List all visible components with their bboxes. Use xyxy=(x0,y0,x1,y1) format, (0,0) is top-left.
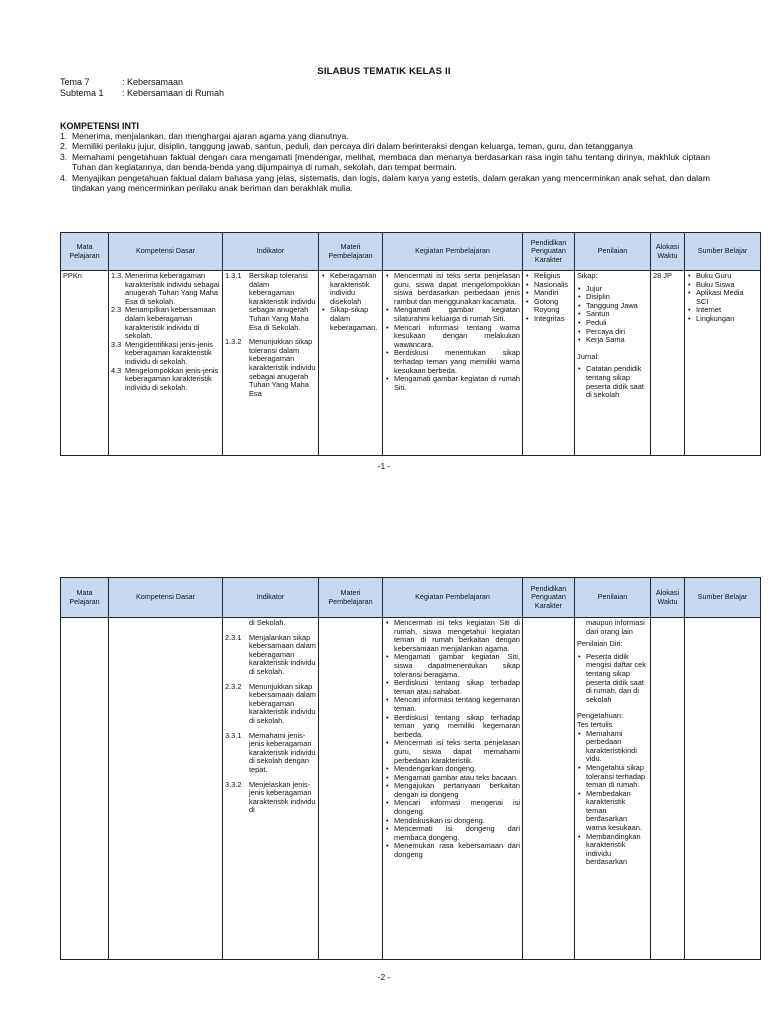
list-item: • Membedakan karakteristik teman berdasarkan warna kesukaan. xyxy=(577,790,648,833)
header-mapel: Mata Pelajaran xyxy=(61,578,109,618)
table-row xyxy=(61,271,761,456)
indikator-text: Menunjukkan sikap toleransi dalam keberagaman karakteristik individu sebagai anugerah Tuhan Yang Maha Esa xyxy=(249,337,316,398)
cell-mapel xyxy=(61,618,109,960)
indikator-text: Memahami jenis-jenis keberagaman karakteristik individu di sekolah dengan tepat. xyxy=(249,730,316,774)
cell-sumber xyxy=(685,271,761,456)
header-kegiatan: Kegiatan Pembelajaran xyxy=(383,578,523,618)
cell-materi xyxy=(319,271,383,456)
cell-karakter xyxy=(523,271,575,456)
cell-alokasi xyxy=(651,618,685,960)
list-item: • Peduli xyxy=(577,319,648,328)
list-item: • Aplikasi Media SCI xyxy=(687,289,758,306)
header-penilaian: Penilaian xyxy=(575,233,651,271)
silabus-table-page-1 xyxy=(60,232,761,456)
list-item: • Mengamati gambar kegiatan silaturahmi keluarga di rumah Siti. xyxy=(385,306,520,323)
ki-text: Memiliki perilaku jujur, disiplin, tanggung jawab, santun, peduli, dan percaya diri dalam berinteraksi dengan keluarga, teman, guru, dan tetangganya xyxy=(72,141,633,152)
cell-kompetensi-dasar xyxy=(109,618,223,960)
kd-num: 1.3. xyxy=(111,271,124,280)
indikator-num: 1.3.2 xyxy=(225,337,242,347)
page-number: -1 - xyxy=(377,461,391,471)
header-indikator: Indikator xyxy=(223,233,319,271)
list-item: • Mencermati isi teks kegiatan Siti di rumah, siswa mengetahui kegiatan teman di rumah berkaitan dengan kebersamaan menjalankan agama. xyxy=(385,619,520,653)
list-item: • Catatan pendidik tentang sikap peserta didik saat di sekolah xyxy=(577,365,648,399)
list-item: • Berdiskusi menentukan sikap terhadap teman yang memiliki warna kesukaan berbeda. xyxy=(385,349,520,375)
tes-label: Tes tertulis xyxy=(577,719,613,729)
indikator-num: 1.3.1 xyxy=(225,271,242,280)
list-item: • Mengajukan pertanyaan berkaitan dengan isi dongeng xyxy=(385,782,520,799)
list-item: • Disiplin xyxy=(577,293,648,302)
ki-num: 3. xyxy=(60,151,68,162)
cell-mapel: PPKn xyxy=(61,271,109,456)
header-sumber: Sumber Belajar xyxy=(685,233,761,271)
ki-num: 2. xyxy=(60,141,68,152)
ki-text: Menyajikan pengetahuan faktual dalam bahasa yang jelas, sistematis, dan logis, dalam karya yang estetis, dalam gerakan yang mencerminkan anak sehat, dan dalam tindakan yang mencerminkan perilaku anak beriman dan berakhlak mulia. xyxy=(72,172,710,194)
header-indikator: Indikator xyxy=(223,578,319,618)
list-item: • Mengamati gambar atau teks bacaan. xyxy=(385,774,520,783)
ki-list xyxy=(60,131,710,193)
penilaian-sikap-label: Sikap: xyxy=(577,271,598,280)
list-item: • Mendiskusikan isi dongeng. xyxy=(385,817,520,826)
kd-item xyxy=(111,306,220,340)
kd-text: Menampilkan kebersamaan dalam keberagaman karakteristik individu di sekolah. xyxy=(125,305,216,341)
cell-indikator xyxy=(223,618,319,960)
list-item: • Kerja Sama xyxy=(577,336,648,345)
page-2 xyxy=(0,500,768,1024)
indikator-num: 2.3.2 xyxy=(225,681,242,691)
list-item: • Buku Guru xyxy=(687,272,758,281)
cell-alokasi: 28 JP xyxy=(651,271,685,456)
cell-kompetensi-dasar xyxy=(109,271,223,456)
penilaian-diri-label: Penilaian Diri: xyxy=(577,639,623,649)
kd-text: Mengelompokkan jenis-jenis keberagaman karakteristik individu di sekolah. xyxy=(125,365,219,392)
list-item: • Integritas xyxy=(525,315,572,324)
meta-subtema xyxy=(60,88,224,98)
list-item: • Mendengarkan dongeng. xyxy=(385,765,520,774)
table-row xyxy=(61,618,761,960)
kd-num: 2.3 xyxy=(111,305,122,315)
penilaian-diri-list xyxy=(577,653,648,705)
header-penilaian: Penilaian xyxy=(575,578,651,618)
header-kegiatan: Kegiatan Pembelajaran xyxy=(383,233,523,271)
header-alokasi: Alokasi Waktu xyxy=(651,233,685,271)
ki-item xyxy=(60,131,710,141)
list-item: • Berdiskusi tentang sikap terhadap teman atau sahabat. xyxy=(385,679,520,696)
list-item: • Percaya diri xyxy=(577,328,648,337)
header-sumber: Sumber Belajar xyxy=(685,578,761,618)
indikator-text: Menjelaskan jenis-jenis keberagaman karakteristik individu di xyxy=(249,779,316,815)
list-item: • Mengetahui sikap toleransi terhadap teman di rumah. xyxy=(577,764,648,790)
page-1 xyxy=(0,0,768,500)
materi-list xyxy=(321,272,380,332)
kd-text: Mengidentifikasi jenis-jenis keberagaman karakteristik individu di sekolah. xyxy=(125,339,213,366)
list-item: • Religius xyxy=(525,272,572,281)
penilaian-jurnal-list xyxy=(577,365,648,399)
list-item: • Mengamati gambar kegiatan di rumah Siti. xyxy=(385,375,520,392)
list-item: • Mencari informasi mengenai isi dongeng. xyxy=(385,799,520,816)
list-item: • Mencari informasi tentang warna kesukaan dengan melakukan wawancara. xyxy=(385,324,520,350)
sumber-list xyxy=(687,272,758,324)
list-item: • Tanggung Jawa xyxy=(577,302,648,311)
penilaian-jurnal-label: Jurnal: xyxy=(577,351,600,361)
list-item: • Santun xyxy=(577,310,648,319)
indikator-item xyxy=(225,338,316,398)
cell-penilaian xyxy=(575,618,651,960)
ki-num: 1. xyxy=(60,131,68,141)
ki-text: Menerima, menjalankan, dan menghargai ajaran agama yang dianutnya. xyxy=(72,131,349,141)
list-item: • Sikap-sikap dalam keberagaman. xyxy=(321,306,380,332)
cell-karakter xyxy=(523,618,575,960)
penilaian-sikap-list xyxy=(577,285,648,345)
indikator-text: Menunjukkan sikap kebersamaan dalam keberagaman karakteristik individu di sekolah. xyxy=(249,681,316,725)
indikator-item xyxy=(225,732,316,775)
list-item: • Mencermati isi teks serta penjelasan guru, siswa dapat mengelompokkan siswa berdasarkan perbedaan jenis rambut dan menggunakan kacamata. xyxy=(385,272,520,306)
list-item: • Mencermati isi teks serta penjelasan guru, siswa dapat memahami perbedaan karakteristik. xyxy=(385,739,520,765)
penilaian-lead: maupun informasi dari orang lain xyxy=(586,618,645,636)
indikator-item xyxy=(225,781,316,815)
page-number: -2 - xyxy=(377,972,391,982)
header-karakter: Pendidikan Penguatan Karakter xyxy=(523,578,575,618)
karakter-list xyxy=(525,272,572,324)
cell-materi xyxy=(319,618,383,960)
table-header-row xyxy=(61,233,761,271)
list-item: • Mengamati gambar kegiatan Siti, siswa dapatmenentukan sikap toleransi beragama. xyxy=(385,653,520,679)
indikator-num: 2.3.1 xyxy=(225,632,242,642)
header-materi: Materi Pembelajaran xyxy=(319,578,383,618)
list-item: • Mandiri xyxy=(525,289,572,298)
indikator-text: Menjalankan sikap kebersamaan dalam keberagaman karakteristik individu di sekolah. xyxy=(249,632,316,676)
document-title: SILABUS TEMATIK KELAS II xyxy=(317,66,451,77)
meta-tema xyxy=(60,77,183,87)
list-item: • Memahami perbedaan karakteristikindi vidu. xyxy=(577,730,648,764)
ki-item xyxy=(60,173,710,194)
list-item: • Mencermati isi dongeng dari membaca dongeng. xyxy=(385,825,520,842)
indikator-item xyxy=(225,634,316,677)
indikator-text: di Sekolah. xyxy=(249,618,286,627)
header-kompetensi-dasar: Kompetensi Dasar xyxy=(109,578,223,618)
list-item: • Nasionalis xyxy=(525,281,572,290)
meta-value: : Kebersamaan di Rumah xyxy=(122,88,225,98)
cell-kegiatan xyxy=(383,271,523,456)
meta-key: Tema 7 xyxy=(60,77,90,87)
list-item: • Gotong Royong xyxy=(525,298,572,315)
list-item: • Menemukan rasa kebersamaan dari dongeng xyxy=(385,842,520,859)
indikator-num: 3.3.2 xyxy=(225,779,242,789)
list-item: • Mencari informasi tentang kegemaran teman. xyxy=(385,696,520,713)
cell-sumber xyxy=(685,618,761,960)
ki-text: Memahami pengetahuan faktual dengan cara mengamati [mendengar, melihat, membaca dan menanya berdasarkan rasa ingin tahu tentang dirinya, makhluk ciptaan Tuhan dan kegiatannya, dan benda-benda yang dijumpainya di rumah, sekolah, dan tempat bermain. xyxy=(72,151,710,173)
indikator-item xyxy=(225,272,316,332)
list-item: • Lingkungan xyxy=(687,315,758,324)
kd-num: 4.3 xyxy=(111,365,122,375)
table-header-row xyxy=(61,578,761,618)
indikator-text: Bersikap toleransi dalam keberagaman karakteristik individu sebagai anugerah Tuhan Yang Maha Esa di Sekolah. xyxy=(249,271,316,332)
meta-value: : Kebersamaan xyxy=(122,77,184,87)
indikator-item xyxy=(225,683,316,726)
cell-kegiatan xyxy=(383,618,523,960)
ki-item xyxy=(60,152,710,173)
header-karakter: Pendidikan Penguatan Karakter xyxy=(523,233,575,271)
list-item: • Buku Siswa xyxy=(687,281,758,290)
cell-penilaian xyxy=(575,271,651,456)
list-item: • Internet xyxy=(687,306,758,315)
pengetahuan-label: Pengetahuan: xyxy=(577,711,624,721)
list-item: • Berdiskusi tentang sikap terhadap teman yang memiliki kegemaran berbeda. xyxy=(385,714,520,740)
header-mapel: Mata Pelajaran xyxy=(61,233,109,271)
silabus-table-page-2 xyxy=(60,577,761,960)
kegiatan-list xyxy=(385,619,520,860)
kd-item xyxy=(111,367,220,393)
indikator-lead xyxy=(225,619,316,628)
header-materi: Materi Pembelajaran xyxy=(319,233,383,271)
header-kompetensi-dasar: Kompetensi Dasar xyxy=(109,233,223,271)
ki-item xyxy=(60,141,710,151)
list-item: • Jujur xyxy=(577,285,648,294)
list-item: • Membandingkan karakteristik individu berdasarkan xyxy=(577,833,648,867)
list-item: • Peserta didik mengisi daftar cek tentang sikap peserta didik saat di rumah, dan di sekolah xyxy=(577,653,648,705)
tes-list xyxy=(577,730,648,868)
indikator-num: 3.3.1 xyxy=(225,730,242,740)
cell-indikator xyxy=(223,271,319,456)
list-item: • Keberagaman karakteristik individu disekolah xyxy=(321,272,380,306)
kd-item xyxy=(111,272,220,306)
kd-num: 3.3 xyxy=(111,339,122,349)
ki-num: 4. xyxy=(60,172,68,183)
header-alokasi: Alokasi Waktu xyxy=(651,578,685,618)
kd-text: Menerima keberagaman karakteristik individu sebagai anugerah Tuhan Yang Maha Esa di sekolah. xyxy=(125,271,220,306)
kd-item xyxy=(111,341,220,367)
kegiatan-list xyxy=(385,272,520,392)
ki-heading: KOMPETENSI INTI xyxy=(60,121,140,131)
meta-key: Subtema 1 xyxy=(60,88,104,98)
